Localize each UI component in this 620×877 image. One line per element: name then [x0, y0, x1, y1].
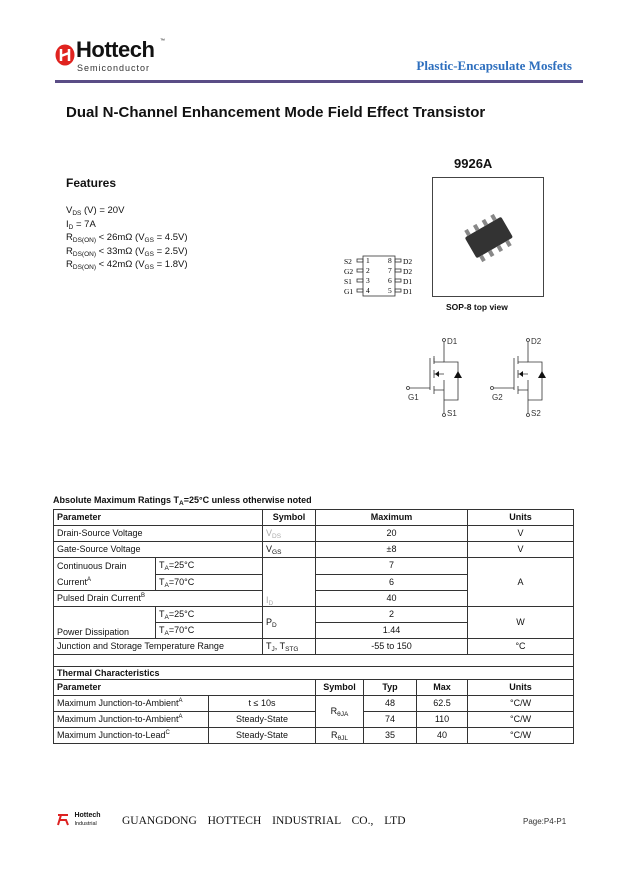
thermal-heading: Thermal Characteristics — [54, 667, 574, 680]
table-row: Maximum Junction-to-Ambient$^A$ Steady-State 74 110 °C/W — [54, 712, 574, 728]
svg-text:G2: G2 — [344, 267, 354, 276]
svg-text:5: 5 — [388, 286, 392, 295]
svg-text:G2: G2 — [492, 393, 503, 402]
table-row: Pulsed Drain Current$^B$ 40 — [54, 591, 574, 607]
table-row: $T_A=70^\circ C$ 1.44 — [54, 623, 574, 639]
features-heading: Features — [66, 176, 117, 190]
company-name: GUANGDONG HOTTECH INDUSTRIAL CO., LTD — [122, 815, 406, 827]
sop8-chip-icon — [433, 178, 543, 296]
svg-text:3: 3 — [366, 276, 370, 285]
table-header: Parameter Symbol Typ Max Units — [54, 680, 574, 696]
svg-text:D2: D2 — [531, 337, 542, 346]
table-row: $T_A=70^\circ C$ 6 — [54, 574, 574, 591]
svg-text:1: 1 — [366, 256, 370, 265]
table-row: Power Dissipation $T_A=25^\circ C$ $P_D$ 2 W — [54, 607, 574, 623]
footer-logo: Hottech Industrial — [56, 812, 101, 830]
svg-text:7: 7 — [388, 266, 392, 275]
brand-name: Hottech — [76, 37, 155, 62]
hottech-logo-icon — [55, 44, 75, 66]
svg-text:G1: G1 — [344, 287, 354, 296]
table-row: Drain-Source Voltage $V_{DS}$ 20 V — [54, 526, 574, 542]
thermal-table — [53, 654, 574, 744]
svg-text:D1: D1 — [403, 277, 413, 286]
product-series: Plastic-Encapsulate Mosfets — [416, 58, 572, 73]
svg-text:D2: D2 — [403, 267, 413, 276]
header-divider — [55, 80, 583, 83]
brand-subtitle: Semiconductor — [77, 63, 151, 73]
svg-text:D1: D1 — [403, 287, 413, 296]
hottech-industrial-logo-icon — [56, 812, 70, 826]
table-header: Parameter Symbol Maximum Units — [54, 510, 574, 526]
svg-text:8: 8 — [388, 256, 392, 265]
page-title: Dual N-Channel Enhancement Mode Field Effect Transistor — [66, 104, 486, 121]
svg-text:D1: D1 — [447, 337, 458, 346]
package-caption: SOP-8 top view — [446, 302, 508, 312]
table-row: Continuous Drain Current$^A$ $T_A=25^\circ C$ $I_D$ 7 A — [54, 558, 574, 575]
pinout-diagram — [344, 255, 424, 297]
svg-text:D2: D2 — [403, 257, 413, 266]
svg-text:S1: S1 — [344, 277, 352, 286]
part-number: 9926A — [454, 156, 493, 171]
svg-text:4: 4 — [366, 286, 370, 295]
feature-item: $R_{DS(ON)} < 33m\Omega$ $(V_{GS} = 2.5V)$ — [66, 245, 188, 258]
svg-text:6: 6 — [388, 276, 392, 285]
table-row: Maximum Junction-to-Lead$^C$ Steady-State $R_{\theta JL}$ 35 40 °C/W — [54, 728, 574, 744]
mosfet-schematic — [400, 330, 560, 425]
svg-text:S2: S2 — [531, 409, 541, 418]
feature-item: $V_{DS}$ (V) = 20V — [66, 205, 125, 217]
svg-text:2: 2 — [366, 266, 370, 275]
abs-max-table — [53, 509, 574, 655]
feature-item: $I_D = 7A$ — [66, 218, 96, 231]
table-row: Gate-Source Voltage $V_{GS}$ ±8 V — [54, 542, 574, 558]
feature-item: $R_{DS(ON)} < 26m\Omega$ $(V_{GS} = 4.5V)$ — [66, 232, 188, 244]
package-image — [432, 177, 544, 297]
page-number: Page:P4-P1 — [523, 817, 567, 826]
feature-item: $R_{DS(ON)} < 42m\Omega$ $(V_{GS} = 1.8V)$ — [66, 259, 188, 271]
svg-text:S2: S2 — [344, 257, 352, 266]
table-row: Junction and Storage Temperature Range $T_J$, $T_{STG}$ -55 to 150 °C — [54, 639, 574, 655]
features-list — [66, 204, 188, 272]
abs-max-caption: Absolute Maximum Ratings $T_A=25^\circ C$ unless otherwise noted — [53, 495, 312, 507]
svg-text:S1: S1 — [447, 409, 457, 418]
trademark: ™ — [160, 38, 165, 44]
svg-text:G1: G1 — [408, 393, 419, 402]
table-row: Maximum Junction-to-Ambient$^A$ t ≤ 10s $R_{\theta JA}$ 48 62.5 °C/W — [54, 696, 574, 712]
tables-container — [53, 509, 573, 744]
